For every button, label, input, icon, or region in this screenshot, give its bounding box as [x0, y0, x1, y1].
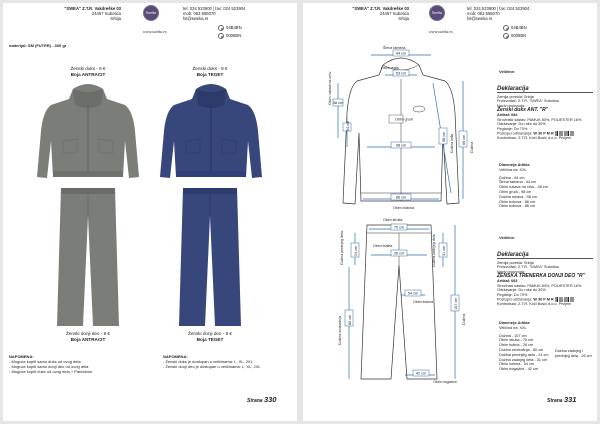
svg-text:44 cm: 44 cm	[395, 51, 407, 56]
svg-text:Obim grudi: Obim grudi	[395, 117, 413, 122]
id-icon	[218, 25, 224, 31]
catalog-page-right	[303, 3, 597, 421]
sizes-label: Veličine:	[499, 69, 516, 74]
note-left: NAPOMENA: - Moguće kupiti samo duks od ovog dela - Moguće kupiti samo donji deo od ovog dela - Moguće kupiti duks od ovog dela + Pantalone	[9, 354, 93, 374]
svg-text:24 cm: 24 cm	[354, 245, 358, 256]
hoodie-navy-image	[156, 81, 266, 181]
material-line: materijal: SM (FUTER) - 300 gr	[9, 43, 67, 48]
company-contact: tel: 024 523900 | fax: 024 523904 mob: 063 555070 hit@sweka.rs	[467, 6, 530, 22]
company-contact	[183, 6, 245, 22]
company-city: 24457 Subotica	[91, 11, 121, 17]
svg-text:Obim nogavice: Obim nogavice	[433, 380, 457, 384]
svg-text:Obim struka: Obim struka	[383, 218, 403, 222]
sizes-label: Veličine:	[499, 235, 516, 240]
svg-text:53 cm: 53 cm	[395, 71, 407, 76]
declaration-box: Deklaracija Zemlja porekla: Srbija Proizvođač: Z.T.R. "SWEA" Subotica Naziv proizvoda: ŽENSKA TRENERKA DONJI DEO "R" Artikal: 083 Sirovinski sastav: PAMUK 80%, POLIESTER 16% Održavanje: Do ruke do 30% Peglanje: Do 70% Postupci održavanja: W 30 P M R Kontrolisao: Z.T.R. Koči Bosić d.o.o. Prvijeni	[497, 253, 593, 307]
company-website[interactable]: www.sweka.rs	[143, 29, 167, 34]
svg-text:Dužina: Dužina	[462, 313, 466, 325]
page-number: Strana 331	[547, 395, 577, 404]
pants-navy-image	[175, 186, 245, 328]
hoodie-anthracite-image	[33, 81, 143, 181]
svg-text:Dužina prednjeg dela: Dužina prednjeg dela	[340, 231, 344, 265]
svg-text:42 cm: 42 cm	[415, 371, 427, 376]
svg-text:Obim bokova: Obim bokova	[393, 206, 415, 210]
svg-text:58 cm: 58 cm	[442, 131, 446, 142]
company-address: "SWEA" Z.T.R. Vakdreške 03 24457 Subotica Srbija	[352, 6, 409, 22]
id-icon	[503, 33, 509, 39]
pants-anthracite-image	[53, 186, 123, 328]
svg-text:64 cm: 64 cm	[346, 120, 350, 131]
product-caption: Ženski donji deo - 8 € Boja TEGET	[188, 331, 232, 342]
catalog-page-left	[3, 3, 297, 421]
measures-top: Dimenzije Artikla Veličina na: XXL Dužina - 64 cm Širina ramena - 44 cm Obim rukava na vrhu - 46 cm Obim grudi - 98 cm Dužina rukava - 58 cm Obim bokova - 86 cm Obim bokova - 86 cm	[499, 163, 548, 209]
svg-text:98 cm: 98 cm	[395, 143, 407, 148]
svg-text:Obim butina: Obim butina	[373, 244, 393, 248]
svg-text:26 cm: 26 cm	[393, 251, 405, 256]
company-country: Srbija	[110, 16, 121, 22]
product-caption: Ženski donji deo - 8 € Boja ANTRACIT	[66, 331, 110, 342]
pants-technical-drawing	[335, 215, 475, 385]
company-name: "SWEA" Z.T.R. Vakdreške 03	[64, 6, 121, 11]
svg-text:Obim kolena: Obim kolena	[413, 300, 434, 304]
svg-text:66 cm: 66 cm	[462, 134, 466, 145]
svg-text:54 cm: 54 cm	[407, 291, 419, 296]
page-number: Strana 330	[247, 395, 277, 404]
svg-text:107 cm: 107 cm	[454, 297, 458, 310]
id-icon	[218, 33, 224, 39]
company-address	[61, 6, 121, 22]
company-ids: 04B4BN 0008BN	[503, 24, 527, 40]
note-right: NAPOMENA: - Ženski duks je dostupan u veličinama: L, XL, 2XL - Ženski donji deo je dostupan u veličinama: L, XL, 2XL	[163, 354, 261, 369]
company-website[interactable]: www.sweka.rs	[429, 29, 453, 34]
measures-bottom: Dimenzije Artikla Veličina na: XXL Dužina - 107 cm Obim struka - 70 cm Obim butina - 26 cm Dužina unutrašnja - 80 cm Dužina prednjeg dela - 24 cm Dužina zadnjeg dela - 31 cm Obim kolena - 54 cm Obim nogavice - 42 cm	[499, 321, 549, 372]
svg-text:80 cm: 80 cm	[348, 314, 352, 325]
svg-text:48 cm: 48 cm	[332, 101, 344, 105]
measures-side-note: Dužina zadnjeg i prednjeg dela - 26 cm	[555, 349, 592, 358]
company-ids: 04B4BN 0008BN	[218, 24, 242, 40]
svg-text:Obim vrata: Obim vrata	[381, 66, 399, 70]
product-caption: Ženski duks - 8 € Boja ANTRACIT	[70, 66, 106, 77]
id-icon	[503, 25, 509, 31]
svg-text:Dužina zadnjeg dela: Dužina zadnjeg dela	[432, 234, 436, 267]
svg-text:Dužina leđa: Dužina leđa	[450, 134, 454, 153]
sweka-logo-icon: Sweka	[429, 5, 445, 21]
svg-text:Dužina unutrašnja: Dužina unutrašnja	[338, 316, 342, 345]
svg-text:70 cm: 70 cm	[393, 225, 405, 230]
svg-text:31 cm: 31 cm	[442, 245, 446, 256]
page-header	[3, 3, 297, 37]
company-phone: tel: 024 523900 | fax: 024 523904	[183, 6, 246, 11]
svg-text:Dužina: Dužina	[470, 141, 474, 153]
page-header	[303, 3, 597, 37]
declaration-box: Deklaracija Zemlja porekla: Srbija Proizvođač: Z.T.R. "SWEA" Subotica Naziv proizvoda: Ženski duks ANT. "R" Artikal: 084 Sirovinski sastav: PAMUK 80%, POLIESTER 16% Održavanje: Do ruke do 30% Peglanje: Do 70% Postupci održavanja: W 30 P M R Kontrolisao: Z.T.R. Koči Bosić d.o.o. Prvijeni	[497, 87, 593, 141]
company-mobile: mob: 063 555070	[183, 11, 216, 17]
product-caption: Ženski duks - 8 € Boja TEGET	[192, 66, 228, 77]
hoodie-technical-drawing	[323, 43, 483, 213]
sweka-logo-icon: Sweka	[143, 5, 159, 21]
company-email[interactable]: hit@sweka.rs	[183, 16, 209, 22]
svg-text:Obim rukava na vrhu: Obim rukava na vrhu	[328, 71, 332, 105]
svg-text:Širina ramena: Širina ramena	[383, 46, 406, 50]
svg-text:86 cm: 86 cm	[395, 195, 407, 200]
